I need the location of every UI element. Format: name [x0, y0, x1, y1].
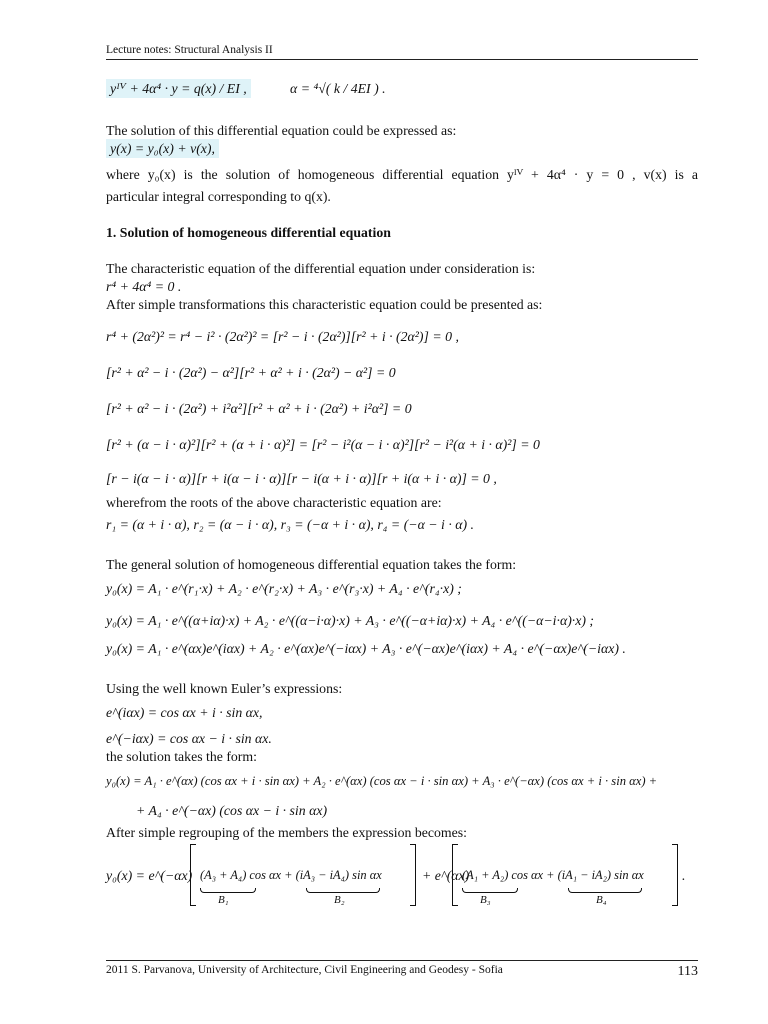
equation-solution-expanded-1: y₀(x) = A₁ · e^(αx) (cos αx + i · sin αx) + A₂ · e^(αx) (cos αx − i · sin αx) + A₃ · e^(−αx) (cos αx + i · sin αx) + [106, 774, 658, 788]
equation-general-3: y₀(x) = A₁ · e^(αx)e^(iαx) + A₂ · e^(αx)e^(−iαx) + A₃ · e^(−αx)e^(iαx) + A₄ · e^(−αx)e^(−iαx) . [106, 641, 626, 656]
equation-transform-2: [r² + α² − i · (2α²) − α²][r² + α² + i · (2α²) − α²] = 0 [106, 365, 396, 380]
paragraph: The general solution of homogeneous differential equation takes the form: [106, 557, 517, 572]
equation-euler-1: e^(iαx) = cos αx + i · sin αx, [106, 705, 263, 720]
equation-transform-4: [r² + (α − i · α)²][r² + (α + i · α)²] = [r² − i²(α − i · α)²][r² − i²(α + i · α)²] = 0 [106, 437, 540, 452]
regrouped-group-2: (A₁ + A₂) cos αx + (iA₁ − iA₂) sin αx [462, 868, 644, 882]
regrouped-end: . [682, 868, 686, 883]
paragraph: After simple transformations this characteristic equation could be presented as: [106, 297, 543, 312]
underbrace [200, 888, 256, 893]
equation-solution-expanded-2: + A₄ · e^(−αx) (cos αx − i · sin αx) [136, 803, 328, 818]
right-bracket [410, 844, 416, 906]
page-number: 113 [677, 964, 698, 979]
paragraph: Using the well known Euler’s expressions: [106, 681, 343, 696]
underbrace [462, 888, 518, 893]
paragraph: The characteristic equation of the differential equation under consideration is: [106, 261, 536, 276]
paragraph: After simple regrouping of the members the expression becomes: [106, 825, 467, 840]
page-footer [106, 960, 698, 979]
left-bracket [190, 844, 196, 906]
paragraph: particular integral corresponding to q(x). [106, 189, 331, 204]
label-b2: B₂ [334, 894, 345, 906]
footer-credit: 2011 S. Parvanova, University of Architecture, Civil Engineering and Geodesy - Sofia [106, 964, 503, 976]
regrouped-mid: + e^(αx) [422, 868, 470, 883]
equation-general-2: y₀(x) = A₁ · e^((α+iα)·x) + A₂ · e^((α−i·α)·x) + A₃ · e^((−α+iα)·x) + A₄ · e^((−α−i·α)·x) ; [106, 613, 595, 628]
paragraph: where y₀(x) is the solution of homogeneous differential equation yᴵⱽ + 4α⁴ · y = 0 , v(x) is a [106, 167, 698, 182]
label-b3: B₃ [480, 894, 491, 906]
label-b1: B₁ [218, 894, 229, 906]
section-heading: 1. Solution of homogeneous differential equation [106, 225, 391, 240]
equation-roots: r₁ = (α + i · α), r₂ = (α − i · α), r₃ = (−α + i · α), r₄ = (−α − i · α) . [106, 517, 474, 532]
running-header [106, 44, 698, 60]
left-bracket [452, 844, 458, 906]
label-b4: B₄ [596, 894, 607, 906]
underbrace [568, 888, 642, 893]
equation-transform-3: [r² + α² − i · (2α²) + i²α²][r² + α² + i · (2α²) + i²α²] = 0 [106, 401, 412, 416]
header-title: Lecture notes: Structural Analysis II [106, 44, 273, 56]
right-bracket [672, 844, 678, 906]
equation-transform-5: [r − i(α − i · α)][r + i(α − i · α)][r − i(α + i · α)][r + i(α + i · α)] = 0 , [106, 471, 497, 486]
equation-characteristic: r⁴ + 4α⁴ = 0 . [106, 279, 182, 294]
paragraph: the solution takes the form: [106, 749, 257, 764]
equation-main: yᴵⱽ + 4α⁴ · y = q(x) / EI , α = ⁴√( k / 4EI ) . [106, 80, 698, 98]
regrouped-group-1: (A₃ + A₄) cos αx + (iA₃ − iA₄) sin αx [200, 868, 382, 882]
equation-euler-2: e^(−iαx) = cos αx − i · sin αx. [106, 731, 272, 746]
equation-alpha: α = ⁴√( k / 4EI ) . [290, 81, 386, 96]
equation-transform-1: r⁴ + (2α²)² = r⁴ − i² · (2α²)² = [r² − i · (2α²)][r² + i · (2α²)] = 0 , [106, 329, 459, 344]
equation-solution: y(x) = y₀(x) + v(x), [106, 140, 698, 158]
paragraph: The solution of this differential equation could be expressed as: [106, 123, 457, 138]
underbrace [306, 888, 380, 893]
paragraph: wherefrom the roots of the above characteristic equation are: [106, 495, 442, 510]
regrouped-lhs: y₀(x) = e^(−αx) [106, 868, 193, 883]
equation-general-1: y₀(x) = A₁ · e^(r₁·x) + A₂ · e^(r₂·x) + A₃ · e^(r₃·x) + A₄ · e^(r₄·x) ; [106, 581, 462, 596]
equation-regrouped [106, 844, 698, 910]
